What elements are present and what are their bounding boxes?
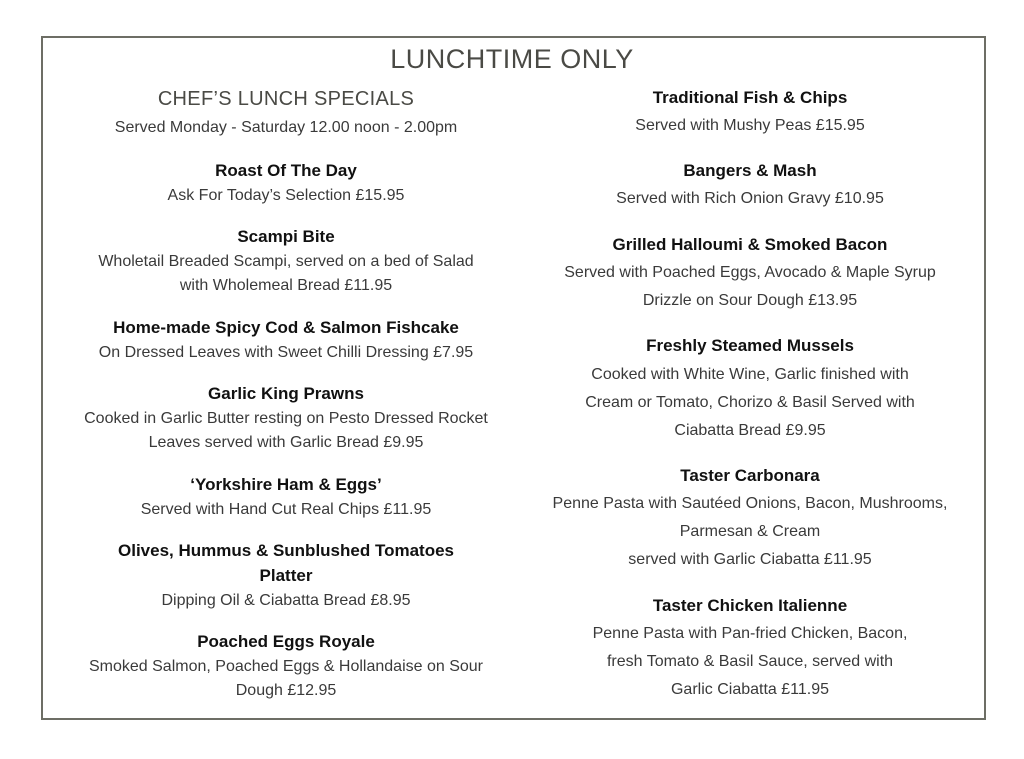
item-description: Cream or Tomato, Chorizo & Basil Served with (585, 394, 915, 411)
item-name: Freshly Steamed Mussels (646, 336, 854, 355)
item-description: Wholetail Breaded Scampi, served on a bed of Salad (98, 253, 474, 270)
item-description: Parmesan & Cream (679, 523, 821, 540)
section-title: CHEF’S LUNCH SPECIALS (157, 88, 415, 110)
item-description: Cooked with White Wine, Garlic finished with (591, 366, 909, 383)
item-name: ‘Yorkshire Ham & Eggs’ (190, 475, 382, 494)
item-name: Poached Eggs Royale (197, 632, 375, 651)
item-description: On Dressed Leaves with Sweet Chilli Dressing £7.95 (98, 344, 474, 361)
item-name: Taster Chicken Italienne (652, 596, 848, 615)
item-name: Traditional Fish & Chips (652, 88, 848, 107)
item-description: Leaves served with Garlic Bread £9.95 (148, 434, 424, 451)
item-description: Served with Hand Cut Real Chips £11.95 (140, 501, 432, 518)
item-description: Served with Mushy Peas £15.95 (635, 117, 865, 134)
item-description: Dough £12.95 (235, 682, 337, 699)
item-description: Penne Pasta with Sautéed Onions, Bacon, Mushrooms, (552, 495, 948, 512)
served-times: Served Monday - Saturday 12.00 noon - 2.00pm (114, 119, 458, 136)
item-description: Garlic Ciabatta £11.95 (670, 681, 829, 698)
item-description: served with Garlic Ciabatta £11.95 (628, 551, 872, 568)
item-description: Served with Rich Onion Gravy £10.95 (616, 190, 884, 207)
item-name: Olives, Hummus & Sunblushed Tomatoes (118, 541, 454, 560)
item-description: Smoked Salmon, Poached Eggs & Hollandaise on Sour (88, 658, 483, 675)
item-description: with Wholemeal Bread £11.95 (179, 277, 393, 294)
item-name: Taster Carbonara (680, 466, 820, 485)
item-name: Platter (259, 566, 313, 585)
item-name: Roast Of The Day (215, 161, 357, 180)
item-description: Drizzle on Sour Dough £13.95 (642, 292, 858, 309)
item-description: fresh Tomato & Basil Sauce, served with (606, 653, 894, 670)
item-description: Penne Pasta with Pan-fried Chicken, Bacon, (592, 625, 908, 642)
item-description: Ask For Today’s Selection £15.95 (167, 187, 405, 204)
page-title: LUNCHTIME ONLY (390, 44, 634, 74)
item-description: Served with Poached Eggs, Avocado & Maple Syrup (564, 264, 936, 281)
item-name: Grilled Halloumi & Smoked Bacon (612, 235, 888, 254)
item-name: Bangers & Mash (683, 161, 817, 180)
item-description: Ciabatta Bread £9.95 (674, 422, 826, 439)
item-name: Home-made Spicy Cod & Salmon Fishcake (113, 318, 459, 337)
item-description: Dipping Oil & Ciabatta Bread £8.95 (161, 592, 411, 609)
item-description: Cooked in Garlic Butter resting on Pesto Dressed Rocket (84, 410, 488, 427)
item-name: Scampi Bite (237, 227, 335, 246)
item-name: Garlic King Prawns (208, 384, 364, 403)
